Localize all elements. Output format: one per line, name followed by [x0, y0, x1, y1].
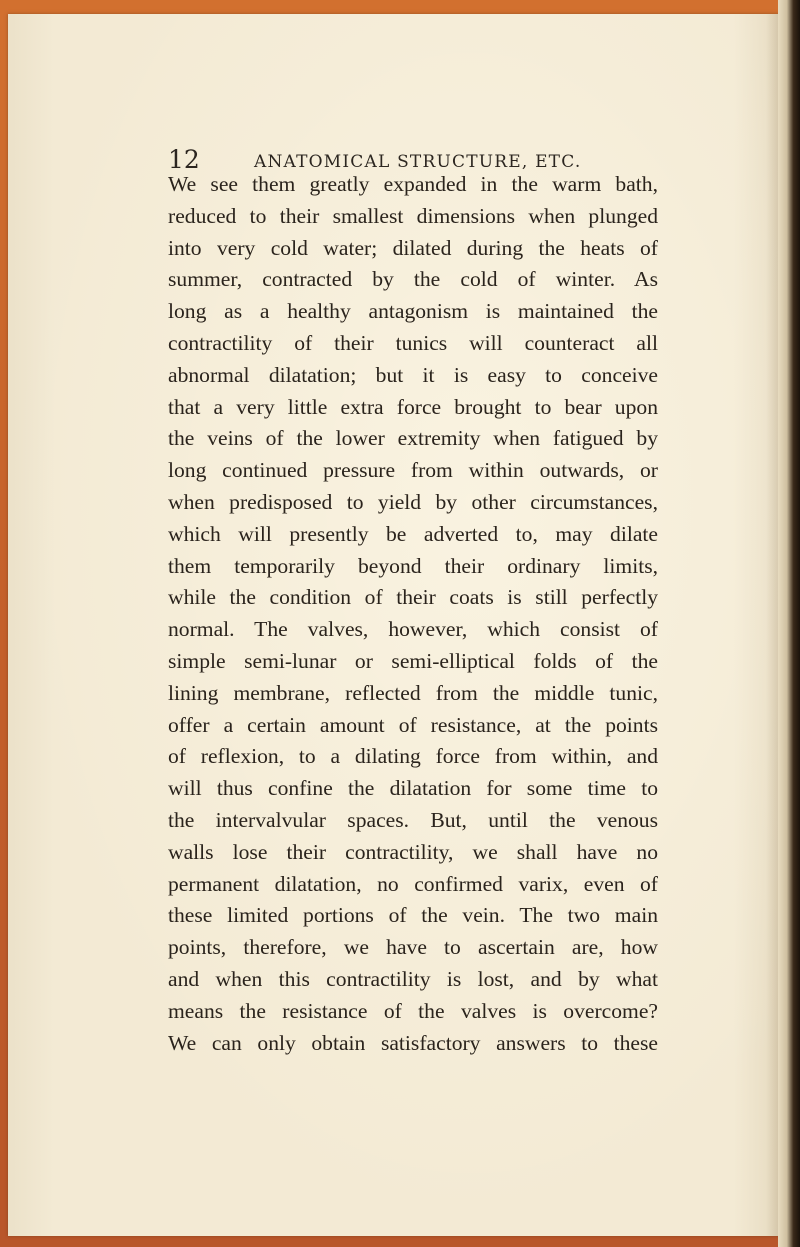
text-line: reduced to their smallest dimensions when plunged — [168, 203, 658, 228]
text-line: means the resistance of the valves is overcome? — [168, 998, 658, 1023]
text-line: into very cold water; dilated during the heats of — [168, 235, 658, 260]
text-line: and when this contractility is lost, and by what — [168, 966, 658, 991]
text-line: the veins of the lower extremity when fatigued by — [168, 426, 658, 451]
text-line: which will presently be adverted to, may dilate — [168, 521, 658, 546]
text-line: contractility of their tunics will counteract all — [168, 330, 658, 355]
text-line: these limited portions of the vein. The two main — [168, 903, 658, 928]
text-line: abnormal dilatation; but it is easy to conceive — [168, 362, 658, 387]
text-line: the intervalvular spaces. But, until the venous — [168, 807, 658, 832]
body-text — [168, 169, 658, 1059]
text-line: permanent dilatation, no confirmed varix, even of — [168, 871, 658, 896]
page-number: 12 — [168, 145, 200, 174]
page-edge — [778, 0, 800, 1247]
text-line: of reflexion, to a dilating force from within, and — [168, 744, 658, 769]
text-line: walls lose their contractility, we shall have no — [168, 839, 658, 864]
text-line: lining membrane, reflected from the middle tunic, — [168, 680, 658, 705]
text-line: We see them greatly expanded in the warm bath, — [168, 172, 658, 196]
text-line: We can only obtain satisfactory answers to these — [168, 1030, 658, 1055]
text-line: them temporarily beyond their ordinary limits, — [168, 553, 658, 578]
text-line: normal. The valves, however, which consist of — [168, 617, 658, 642]
text-line: that a very little extra force brought to bear upon — [168, 394, 658, 419]
text-line: simple semi-lunar or semi-elliptical folds of the — [168, 648, 658, 673]
text-line: summer, contracted by the cold of winter. As — [168, 267, 658, 292]
text-line: while the condition of their coats is still perfectly — [168, 585, 658, 610]
text-line: points, therefore, we have to ascertain are, how — [168, 935, 658, 960]
text-line: when predisposed to yield by other circumstances, — [168, 489, 658, 514]
text-line: long continued pressure from within outwards, or — [168, 458, 658, 483]
text-line: long as a healthy antagonism is maintained the — [168, 299, 658, 324]
text-line: will thus confine the dilatation for some time to — [168, 776, 658, 801]
running-head-title: ANATOMICAL STRUCTURE, ETC. — [254, 152, 582, 172]
text-line: offer a certain amount of resistance, at the points — [168, 712, 658, 737]
